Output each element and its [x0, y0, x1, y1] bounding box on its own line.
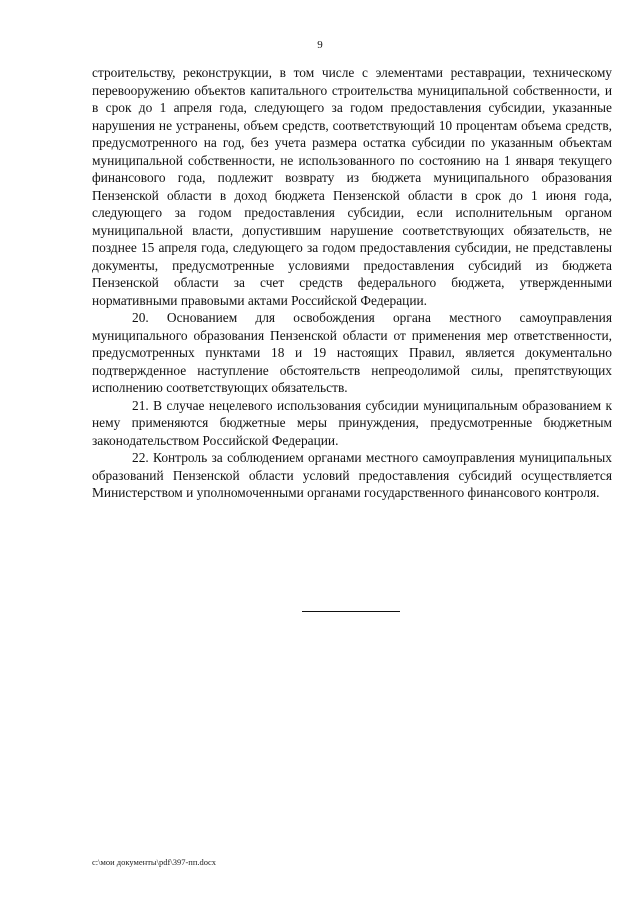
end-separator-line [302, 611, 400, 612]
footer-file-path: c:\мои документы\pdf\397-пп.docx [92, 857, 217, 867]
page-number: 9 [317, 39, 323, 51]
paragraph-20: 20. Основанием для освобождения органа местного самоуправления муниципального образования Пензенской области от применения мер ответственности, предусмотренных пунктами 18 и 19 настоящих Правил, является документально подтвержденное наступление обстоятельств непреодолимой силы, препятствующих исполнению соответствующих обязательств. [92, 310, 612, 395]
paragraph-22: 22. Контроль за соблюдением органами местного самоуправления муниципальных образований Пензенской области условий предоставления субсидий осуществляется Министерством и уполномоченными органами государственного финансового контроля. [92, 450, 612, 500]
document-body [92, 64, 612, 502]
paragraph-21: 21. В случае нецелевого использования субсидии муниципальным образованием к нему применяются бюджетные меры принуждения, предусмотренные бюджетным законодательством Российской Федерации. [92, 397, 612, 448]
paragraph-continuation: строительству, реконструкции, в том числе с элементами реставрации, техническому перевооружению объектов капитального строительства муниципальной собственности, и в срок до 1 апреля года, следующего за годом предоставления субсидии, указанные нарушения не устранены, объем средств, соответствующий 10 процентам объема средств, предусмотренного на год, без учета размера остатка субсидии по указанным объектам муниципальной собственности, не использованного по состоянию на 1 января текущего финансового года, подлежит возврату из бюджета муниципального образования Пензенской области в доход бюджета Пензенской области в срок до 1 июня года, следующего за годом предоставления субсидии, если исполнительным органом муниципальной власти, допустившим нарушение соответствующих обязательств, не позднее 15 апреля года, следующего за годом предоставления субсидии, не представлены документы, предусмотренные условиями предоставления субсидий из бюджета Пензенской области за счет средств федерального бюджета, утвержденными нормативными правовыми актами Российской Федерации. [92, 65, 612, 308]
